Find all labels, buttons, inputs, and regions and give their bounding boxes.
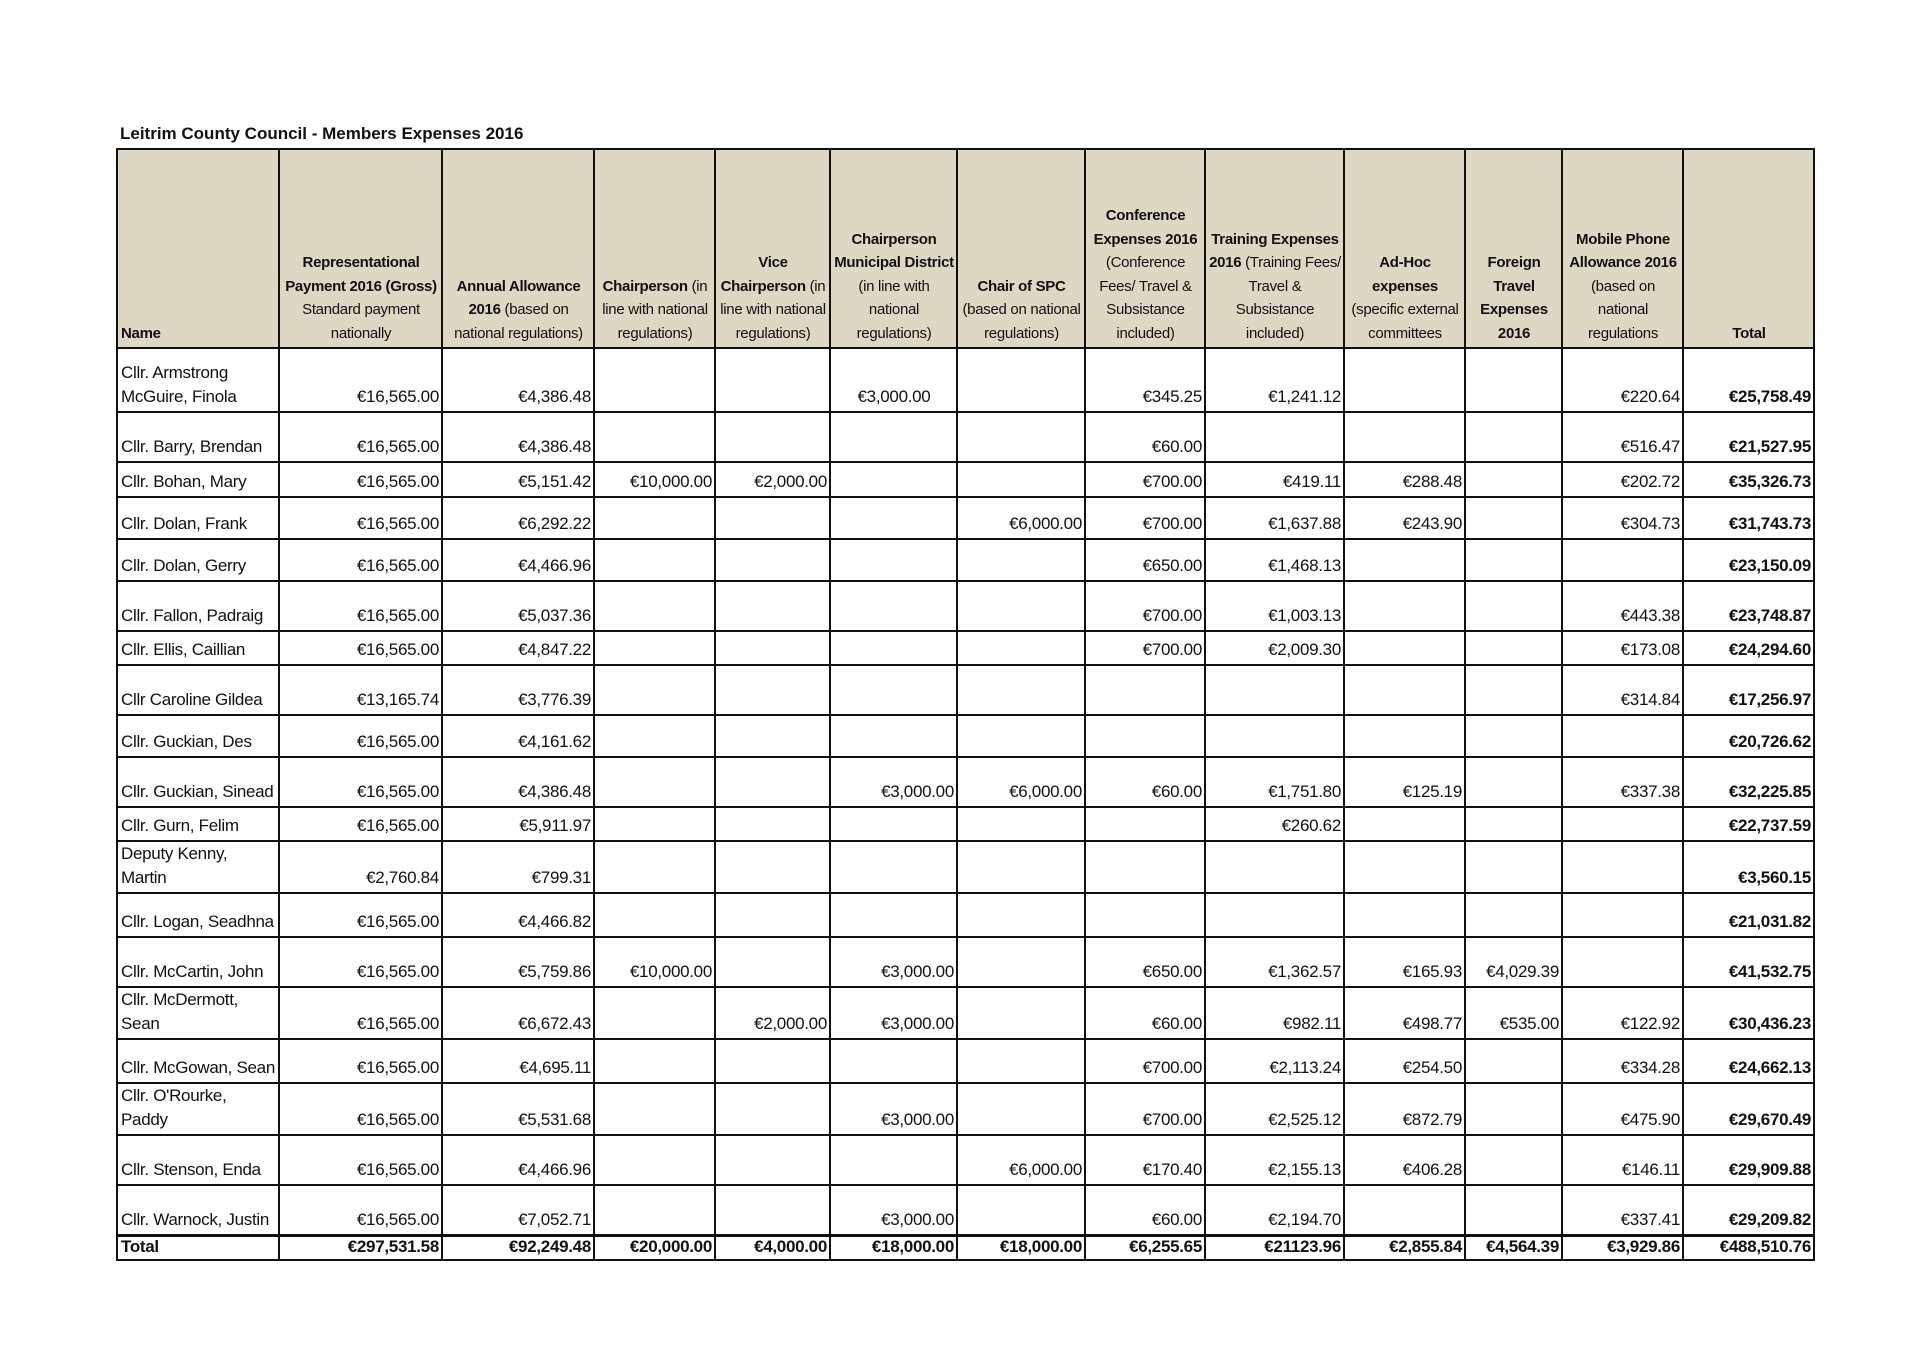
row-total: €35,326.73 [1683, 462, 1814, 497]
cell-md [830, 807, 957, 841]
cell-train: €2,009.30 [1205, 631, 1344, 665]
member-name: Cllr. Dolan, Gerry [117, 539, 279, 581]
cell-conf: €700.00 [1085, 581, 1205, 631]
cell-train [1205, 665, 1344, 715]
table-row [117, 348, 1814, 412]
cell-mobile: €304.73 [1562, 497, 1683, 539]
cell-train: €982.11 [1205, 987, 1344, 1039]
cell-foreign [1465, 581, 1562, 631]
cell-md [830, 497, 957, 539]
member-name: Cllr. McDermott, Sean [117, 987, 279, 1039]
cell-spc [957, 987, 1085, 1039]
member-name: Cllr. Ellis, Caillian [117, 631, 279, 665]
row-total: €29,209.82 [1683, 1185, 1814, 1236]
cell-rep: €2,760.84 [279, 841, 442, 893]
table-row [117, 462, 1814, 497]
header-row [117, 149, 1814, 348]
cell-md [830, 1135, 957, 1185]
cell-md [830, 412, 957, 462]
member-name: Deputy Kenny, Martin [117, 841, 279, 893]
cell-chair [594, 757, 715, 807]
cell-annual: €4,466.82 [442, 893, 594, 937]
cell-conf [1085, 893, 1205, 937]
cell-chair: €10,000.00 [594, 462, 715, 497]
cell-vice [715, 539, 830, 581]
cell-adhoc: €872.79 [1344, 1083, 1465, 1135]
cell-annual: €4,466.96 [442, 539, 594, 581]
cell-chair [594, 497, 715, 539]
cell-mobile: €314.84 [1562, 665, 1683, 715]
cell-train [1205, 715, 1344, 757]
total-mobile: €3,929.86 [1562, 1236, 1683, 1261]
cell-train [1205, 412, 1344, 462]
cell-chair [594, 1083, 715, 1135]
table-row [117, 412, 1814, 462]
cell-adhoc [1344, 807, 1465, 841]
cell-foreign [1465, 841, 1562, 893]
cell-md [830, 631, 957, 665]
cell-rep: €16,565.00 [279, 1083, 442, 1135]
cell-foreign [1465, 1083, 1562, 1135]
cell-spc [957, 631, 1085, 665]
member-name: Cllr. Stenson, Enda [117, 1135, 279, 1185]
cell-adhoc: €406.28 [1344, 1135, 1465, 1185]
column-header-chairperson-md: Chairperson Municipal District (in line with national regulations) [830, 149, 957, 348]
cell-adhoc [1344, 581, 1465, 631]
cell-conf: €650.00 [1085, 539, 1205, 581]
cell-rep: €16,565.00 [279, 893, 442, 937]
row-total: €20,726.62 [1683, 715, 1814, 757]
cell-mobile: €337.38 [1562, 757, 1683, 807]
cell-foreign [1465, 715, 1562, 757]
cell-annual: €4,386.48 [442, 348, 594, 412]
table-row [117, 581, 1814, 631]
cell-chair [594, 348, 715, 412]
cell-spc [957, 1039, 1085, 1083]
member-name: Cllr. O'Rourke, Paddy [117, 1083, 279, 1135]
cell-adhoc [1344, 539, 1465, 581]
cell-md: €3,000.00 [830, 1185, 957, 1236]
cell-annual: €5,759.86 [442, 937, 594, 987]
cell-foreign [1465, 1185, 1562, 1236]
cell-foreign [1465, 497, 1562, 539]
column-header-vice-chairperson: Vice Chairperson (in line with national regulations) [715, 149, 830, 348]
cell-chair [594, 631, 715, 665]
cell-adhoc [1344, 412, 1465, 462]
cell-md [830, 1039, 957, 1083]
cell-adhoc [1344, 1185, 1465, 1236]
cell-chair [594, 841, 715, 893]
cell-md [830, 715, 957, 757]
cell-chair [594, 893, 715, 937]
cell-md: €3,000.00 [830, 348, 957, 412]
cell-rep: €16,565.00 [279, 497, 442, 539]
row-total: €22,737.59 [1683, 807, 1814, 841]
cell-chair [594, 715, 715, 757]
cell-annual: €5,151.42 [442, 462, 594, 497]
cell-spc [957, 807, 1085, 841]
cell-conf: €700.00 [1085, 631, 1205, 665]
column-header-chair-spc: Chair of SPC (based on national regulations) [957, 149, 1085, 348]
cell-vice [715, 1135, 830, 1185]
cell-rep: €16,565.00 [279, 462, 442, 497]
table-row [117, 757, 1814, 807]
cell-spc [957, 412, 1085, 462]
cell-md [830, 893, 957, 937]
row-total: €23,748.87 [1683, 581, 1814, 631]
cell-conf: €700.00 [1085, 1083, 1205, 1135]
total-grand: €488,510.76 [1683, 1236, 1814, 1261]
total-adhoc: €2,855.84 [1344, 1236, 1465, 1261]
cell-chair [594, 1135, 715, 1185]
cell-spc [957, 841, 1085, 893]
expenses-table [116, 148, 1815, 1261]
cell-spc [957, 893, 1085, 937]
cell-chair: €10,000.00 [594, 937, 715, 987]
column-header-chairperson: Chairperson (in line with national regulations) [594, 149, 715, 348]
page-title: Leitrim County Council - Members Expenses 2016 [120, 124, 524, 143]
cell-chair [594, 1185, 715, 1236]
cell-adhoc [1344, 715, 1465, 757]
cell-chair [594, 1039, 715, 1083]
total-vice: €4,000.00 [715, 1236, 830, 1261]
cell-md [830, 665, 957, 715]
cell-train: €1,637.88 [1205, 497, 1344, 539]
cell-foreign [1465, 539, 1562, 581]
cell-foreign [1465, 757, 1562, 807]
cell-rep: €16,565.00 [279, 1135, 442, 1185]
cell-conf: €170.40 [1085, 1135, 1205, 1185]
cell-rep: €16,565.00 [279, 1185, 442, 1236]
cell-adhoc: €498.77 [1344, 987, 1465, 1039]
cell-adhoc [1344, 841, 1465, 893]
row-total: €17,256.97 [1683, 665, 1814, 715]
cell-train [1205, 841, 1344, 893]
cell-annual: €4,847.22 [442, 631, 594, 665]
cell-conf [1085, 807, 1205, 841]
cell-mobile: €220.64 [1562, 348, 1683, 412]
cell-train: €1,468.13 [1205, 539, 1344, 581]
member-name: Cllr. Bohan, Mary [117, 462, 279, 497]
cell-vice [715, 807, 830, 841]
cell-conf [1085, 715, 1205, 757]
table-row [117, 665, 1814, 715]
cell-spc [957, 937, 1085, 987]
total-chair: €20,000.00 [594, 1236, 715, 1261]
column-header-conference: Conference Expenses 2016 (Conference Fees/ Travel & Subsistance included) [1085, 149, 1205, 348]
cell-vice [715, 1185, 830, 1236]
cell-train: €1,362.57 [1205, 937, 1344, 987]
totals-label: Total [117, 1236, 279, 1261]
cell-md: €3,000.00 [830, 987, 957, 1039]
table-row [117, 807, 1814, 841]
column-header-representational-payment: Representational Payment 2016 (Gross) Standard payment nationally [279, 149, 442, 348]
cell-mobile: €202.72 [1562, 462, 1683, 497]
cell-conf: €60.00 [1085, 1185, 1205, 1236]
cell-rep: €16,565.00 [279, 757, 442, 807]
cell-annual: €7,052.71 [442, 1185, 594, 1236]
cell-conf: €345.25 [1085, 348, 1205, 412]
cell-spc [957, 665, 1085, 715]
table-row [117, 893, 1814, 937]
member-name: Cllr. McCartin, John [117, 937, 279, 987]
cell-mobile: €475.90 [1562, 1083, 1683, 1135]
cell-train: €2,194.70 [1205, 1185, 1344, 1236]
table-row [117, 715, 1814, 757]
cell-adhoc: €243.90 [1344, 497, 1465, 539]
cell-vice [715, 348, 830, 412]
table-row [117, 987, 1814, 1039]
cell-train [1205, 893, 1344, 937]
cell-mobile [1562, 893, 1683, 937]
row-total: €32,225.85 [1683, 757, 1814, 807]
cell-spc: €6,000.00 [957, 757, 1085, 807]
column-header-total: Total [1683, 149, 1814, 348]
cell-mobile [1562, 539, 1683, 581]
row-total: €29,909.88 [1683, 1135, 1814, 1185]
cell-chair [594, 581, 715, 631]
cell-conf: €650.00 [1085, 937, 1205, 987]
cell-rep: €16,565.00 [279, 1039, 442, 1083]
cell-train: €1,003.13 [1205, 581, 1344, 631]
cell-foreign: €4,029.39 [1465, 937, 1562, 987]
table-row [117, 539, 1814, 581]
cell-foreign [1465, 412, 1562, 462]
cell-spc [957, 715, 1085, 757]
cell-vice: €2,000.00 [715, 987, 830, 1039]
cell-annual: €5,531.68 [442, 1083, 594, 1135]
table-row [117, 1039, 1814, 1083]
member-name: Cllr. Armstrong McGuire, Finola [117, 348, 279, 412]
cell-mobile: €146.11 [1562, 1135, 1683, 1185]
cell-vice [715, 1083, 830, 1135]
cell-vice [715, 631, 830, 665]
cell-annual: €4,386.48 [442, 412, 594, 462]
member-name: Cllr. Dolan, Frank [117, 497, 279, 539]
cell-foreign [1465, 1039, 1562, 1083]
cell-annual: €799.31 [442, 841, 594, 893]
cell-mobile: €516.47 [1562, 412, 1683, 462]
cell-vice [715, 497, 830, 539]
cell-train: €1,751.80 [1205, 757, 1344, 807]
cell-spc [957, 462, 1085, 497]
table-row [117, 1135, 1814, 1185]
cell-md [830, 539, 957, 581]
column-header-adhoc: Ad-Hoc expenses (specific external committees [1344, 149, 1465, 348]
cell-chair [594, 539, 715, 581]
cell-spc [957, 348, 1085, 412]
row-total: €30,436.23 [1683, 987, 1814, 1039]
cell-md [830, 841, 957, 893]
cell-md: €3,000.00 [830, 1083, 957, 1135]
cell-spc: €6,000.00 [957, 497, 1085, 539]
row-total: €21,527.95 [1683, 412, 1814, 462]
cell-rep: €16,565.00 [279, 631, 442, 665]
cell-vice [715, 581, 830, 631]
cell-rep: €16,565.00 [279, 937, 442, 987]
member-name: Cllr. McGowan, Sean [117, 1039, 279, 1083]
cell-foreign [1465, 665, 1562, 715]
cell-mobile [1562, 715, 1683, 757]
cell-annual: €5,037.36 [442, 581, 594, 631]
total-foreign: €4,564.39 [1465, 1236, 1562, 1261]
column-header-name: Name [117, 149, 279, 348]
table-row [117, 937, 1814, 987]
cell-spc [957, 1185, 1085, 1236]
cell-annual: €4,466.96 [442, 1135, 594, 1185]
member-name: Cllr. Barry, Brendan [117, 412, 279, 462]
column-header-foreign-travel: Foreign Travel Expenses 2016 [1465, 149, 1562, 348]
totals-row [117, 1236, 1814, 1261]
cell-md [830, 581, 957, 631]
column-header-training: Training Expenses 2016 (Training Fees/ Travel & Subsistance included) [1205, 149, 1344, 348]
cell-rep: €16,565.00 [279, 581, 442, 631]
cell-conf: €60.00 [1085, 987, 1205, 1039]
cell-conf: €700.00 [1085, 497, 1205, 539]
member-name: Cllr. Logan, Seadhna [117, 893, 279, 937]
cell-mobile: €122.92 [1562, 987, 1683, 1039]
cell-conf: €700.00 [1085, 1039, 1205, 1083]
cell-vice [715, 412, 830, 462]
cell-rep: €16,565.00 [279, 807, 442, 841]
cell-mobile: €173.08 [1562, 631, 1683, 665]
cell-train: €2,525.12 [1205, 1083, 1344, 1135]
cell-vice [715, 893, 830, 937]
table-row [117, 631, 1814, 665]
cell-annual: €3,776.39 [442, 665, 594, 715]
cell-vice [715, 715, 830, 757]
cell-adhoc: €254.50 [1344, 1039, 1465, 1083]
cell-annual: €4,161.62 [442, 715, 594, 757]
cell-foreign: €535.00 [1465, 987, 1562, 1039]
cell-mobile [1562, 841, 1683, 893]
cell-mobile [1562, 807, 1683, 841]
cell-train: €260.62 [1205, 807, 1344, 841]
cell-adhoc [1344, 665, 1465, 715]
member-name: Cllr. Gurn, Felim [117, 807, 279, 841]
cell-annual: €4,386.48 [442, 757, 594, 807]
cell-foreign [1465, 893, 1562, 937]
cell-mobile: €337.41 [1562, 1185, 1683, 1236]
cell-conf: €60.00 [1085, 757, 1205, 807]
member-name: Cllr Caroline Gildea [117, 665, 279, 715]
row-total: €24,662.13 [1683, 1039, 1814, 1083]
cell-mobile: €334.28 [1562, 1039, 1683, 1083]
total-md: €18,000.00 [830, 1236, 957, 1261]
cell-vice [715, 937, 830, 987]
cell-vice [715, 841, 830, 893]
row-total: €3,560.15 [1683, 841, 1814, 893]
cell-foreign [1465, 348, 1562, 412]
cell-adhoc [1344, 631, 1465, 665]
total-rep: €297,531.58 [279, 1236, 442, 1261]
row-total: €31,743.73 [1683, 497, 1814, 539]
row-total: €24,294.60 [1683, 631, 1814, 665]
cell-conf [1085, 665, 1205, 715]
cell-spc [957, 1083, 1085, 1135]
cell-md: €3,000.00 [830, 757, 957, 807]
cell-train: €2,155.13 [1205, 1135, 1344, 1185]
column-header-annual-allowance: Annual Allowance 2016 (based on national regulations) [442, 149, 594, 348]
cell-train: €1,241.12 [1205, 348, 1344, 412]
cell-adhoc: €288.48 [1344, 462, 1465, 497]
cell-rep: €13,165.74 [279, 665, 442, 715]
cell-vice [715, 757, 830, 807]
cell-train: €2,113.24 [1205, 1039, 1344, 1083]
cell-vice [715, 1039, 830, 1083]
cell-mobile [1562, 937, 1683, 987]
cell-rep: €16,565.00 [279, 987, 442, 1039]
cell-train: €419.11 [1205, 462, 1344, 497]
cell-conf: €700.00 [1085, 462, 1205, 497]
cell-foreign [1465, 631, 1562, 665]
member-name: Cllr. Guckian, Sinead [117, 757, 279, 807]
cell-conf: €60.00 [1085, 412, 1205, 462]
total-conf: €6,255.65 [1085, 1236, 1205, 1261]
table-row [117, 1083, 1814, 1135]
cell-conf [1085, 841, 1205, 893]
cell-annual: €6,672.43 [442, 987, 594, 1039]
cell-md: €3,000.00 [830, 937, 957, 987]
cell-spc [957, 539, 1085, 581]
total-spc: €18,000.00 [957, 1236, 1085, 1261]
cell-adhoc: €165.93 [1344, 937, 1465, 987]
cell-foreign [1465, 807, 1562, 841]
cell-rep: €16,565.00 [279, 412, 442, 462]
cell-vice: €2,000.00 [715, 462, 830, 497]
total-annual: €92,249.48 [442, 1236, 594, 1261]
cell-adhoc [1344, 893, 1465, 937]
cell-spc: €6,000.00 [957, 1135, 1085, 1185]
cell-vice [715, 665, 830, 715]
cell-foreign [1465, 462, 1562, 497]
column-header-mobile-phone: Mobile Phone Allowance 2016 (based on national regulations [1562, 149, 1683, 348]
cell-annual: €5,911.97 [442, 807, 594, 841]
cell-rep: €16,565.00 [279, 348, 442, 412]
member-name: Cllr. Warnock, Justin [117, 1185, 279, 1236]
member-name: Cllr. Guckian, Des [117, 715, 279, 757]
table-row [117, 841, 1814, 893]
cell-chair [594, 665, 715, 715]
row-total: €29,670.49 [1683, 1083, 1814, 1135]
cell-chair [594, 807, 715, 841]
row-total: €23,150.09 [1683, 539, 1814, 581]
row-total: €21,031.82 [1683, 893, 1814, 937]
cell-foreign [1465, 1135, 1562, 1185]
cell-mobile: €443.38 [1562, 581, 1683, 631]
member-name: Cllr. Fallon, Padraig [117, 581, 279, 631]
total-train: €21123.96 [1205, 1236, 1344, 1261]
cell-rep: €16,565.00 [279, 715, 442, 757]
cell-rep: €16,565.00 [279, 539, 442, 581]
row-total: €25,758.49 [1683, 348, 1814, 412]
cell-adhoc [1344, 348, 1465, 412]
row-total: €41,532.75 [1683, 937, 1814, 987]
cell-md [830, 462, 957, 497]
cell-annual: €6,292.22 [442, 497, 594, 539]
table-row [117, 497, 1814, 539]
table-row [117, 1185, 1814, 1236]
cell-adhoc: €125.19 [1344, 757, 1465, 807]
cell-spc [957, 581, 1085, 631]
cell-chair [594, 412, 715, 462]
cell-chair [594, 987, 715, 1039]
cell-annual: €4,695.11 [442, 1039, 594, 1083]
